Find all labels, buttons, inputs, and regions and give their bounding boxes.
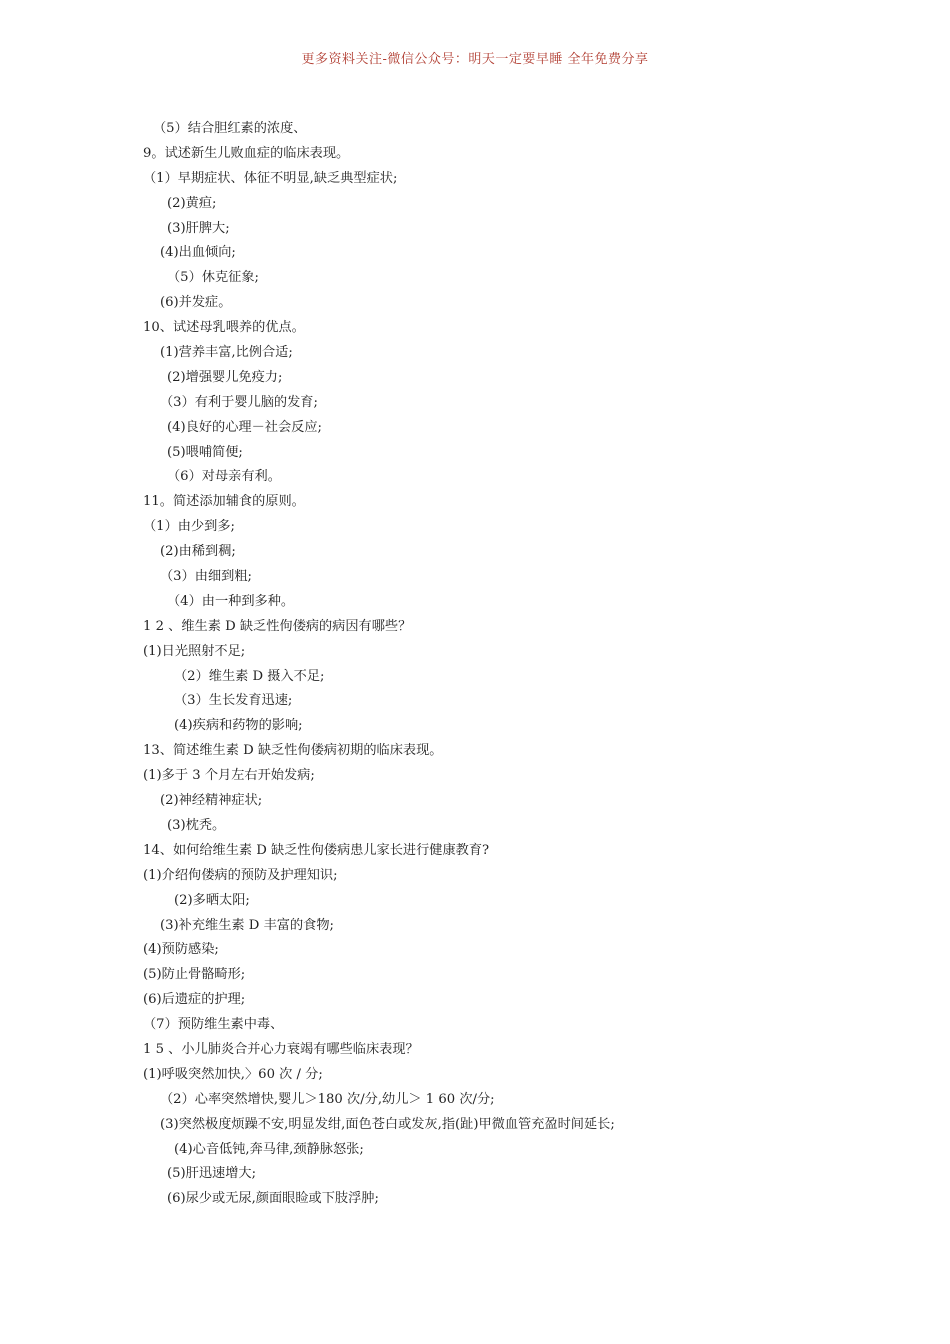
list-item: （5）休克征象; [167,270,259,286]
list-item: (1)日光照射不足; [143,643,246,659]
list-item: (3)突然极度烦躁不安,明显发绀,面色苍白或发灰,指(趾)甲微血管充盈时间延长; [160,1116,615,1132]
list-item: （7）预防维生素中毒、 [143,1017,284,1033]
list-item: (3)补充维生素 D 丰富的食物; [160,917,334,933]
list-item: (2)由稀到稠; [160,544,236,560]
list-item: （5）结合胆红素的浓度、 [153,121,307,136]
list-item: (2)多晒太阳; [174,892,250,908]
list-item: (4)良好的心理－社会反应; [167,419,322,435]
list-item: （1）由少到多; [143,519,235,535]
list-item: (6)后遗症的护理; [143,992,246,1008]
list-item: (1)营养丰富,比例合适; [160,345,293,361]
list-item: (2)神经精神症状; [160,793,263,809]
list-item: (6)尿少或无尿,颜面眼睑或下肢浮肿; [167,1191,379,1207]
list-item: （6）对母亲有利。 [167,469,281,485]
list-item: （3）生长发育迅速; [174,693,293,709]
list-item: （4）由一种到多种。 [167,593,295,609]
header-banner: 更多资料关注-微信公众号：明天一定要早睡 全年免费分享 [301,52,649,67]
list-item: (4)疾病和药物的影响; [174,718,303,734]
list-item: (5)肝迅速增大; [167,1166,257,1182]
list-item: (2)黄疸; [167,195,217,211]
list-item: （3）有利于婴儿脑的发育; [160,394,318,410]
list-item: (5)防止骨骼畸形; [143,967,246,983]
list-item: (3)枕秃。 [167,817,226,833]
question-heading: 14、如何给维生素 D 缺乏性佝偻病患儿家长进行健康教育? [143,842,490,858]
question-heading: 1 5 、小儿肺炎合并心力衰竭有哪些临床表现？ [143,1041,419,1057]
list-item: (1)多于 3 个月左右开始发病; [143,768,315,784]
question-heading: 10、试述母乳喂养的优点。 [143,320,305,336]
list-item: (4)心音低钝,奔马律,颈静脉怒张; [174,1141,364,1157]
question-heading: 13、简述维生素 D 缺乏性佝偻病初期的临床表现。 [143,743,443,759]
list-item: （2）心率突然增快,婴儿＞180 次/分,幼儿＞ 1 60 次/分; [160,1091,495,1107]
list-item: (1)呼吸突然加快,〉60 次 / 分; [143,1066,323,1082]
list-item: (4)预防感染; [143,942,219,958]
list-item: （2）维生素 D 摄入不足; [174,668,325,684]
list-item: (3)肝脾大; [167,220,230,236]
list-item: （1）早期症状、体征不明显,缺乏典型症状; [143,170,398,186]
question-heading: 1 2 、维生素 D 缺乏性佝偻病的病因有哪些？ [143,618,412,634]
list-item: (5)喂哺简便; [167,444,243,460]
list-item: (6)并发症。 [160,295,232,311]
list-item: (2)增强婴儿免疫力; [167,369,283,385]
list-item: (1)介绍佝偻病的预防及护理知识; [143,867,338,883]
question-heading: 9。试述新生儿败血症的临床表现。 [143,145,350,161]
document-body [0,117,950,1212]
question-heading: 11。简述添加辅食的原则。 [143,494,305,510]
list-item: (4)出血倾向; [160,245,236,261]
list-item: （3）由细到粗; [160,569,252,585]
